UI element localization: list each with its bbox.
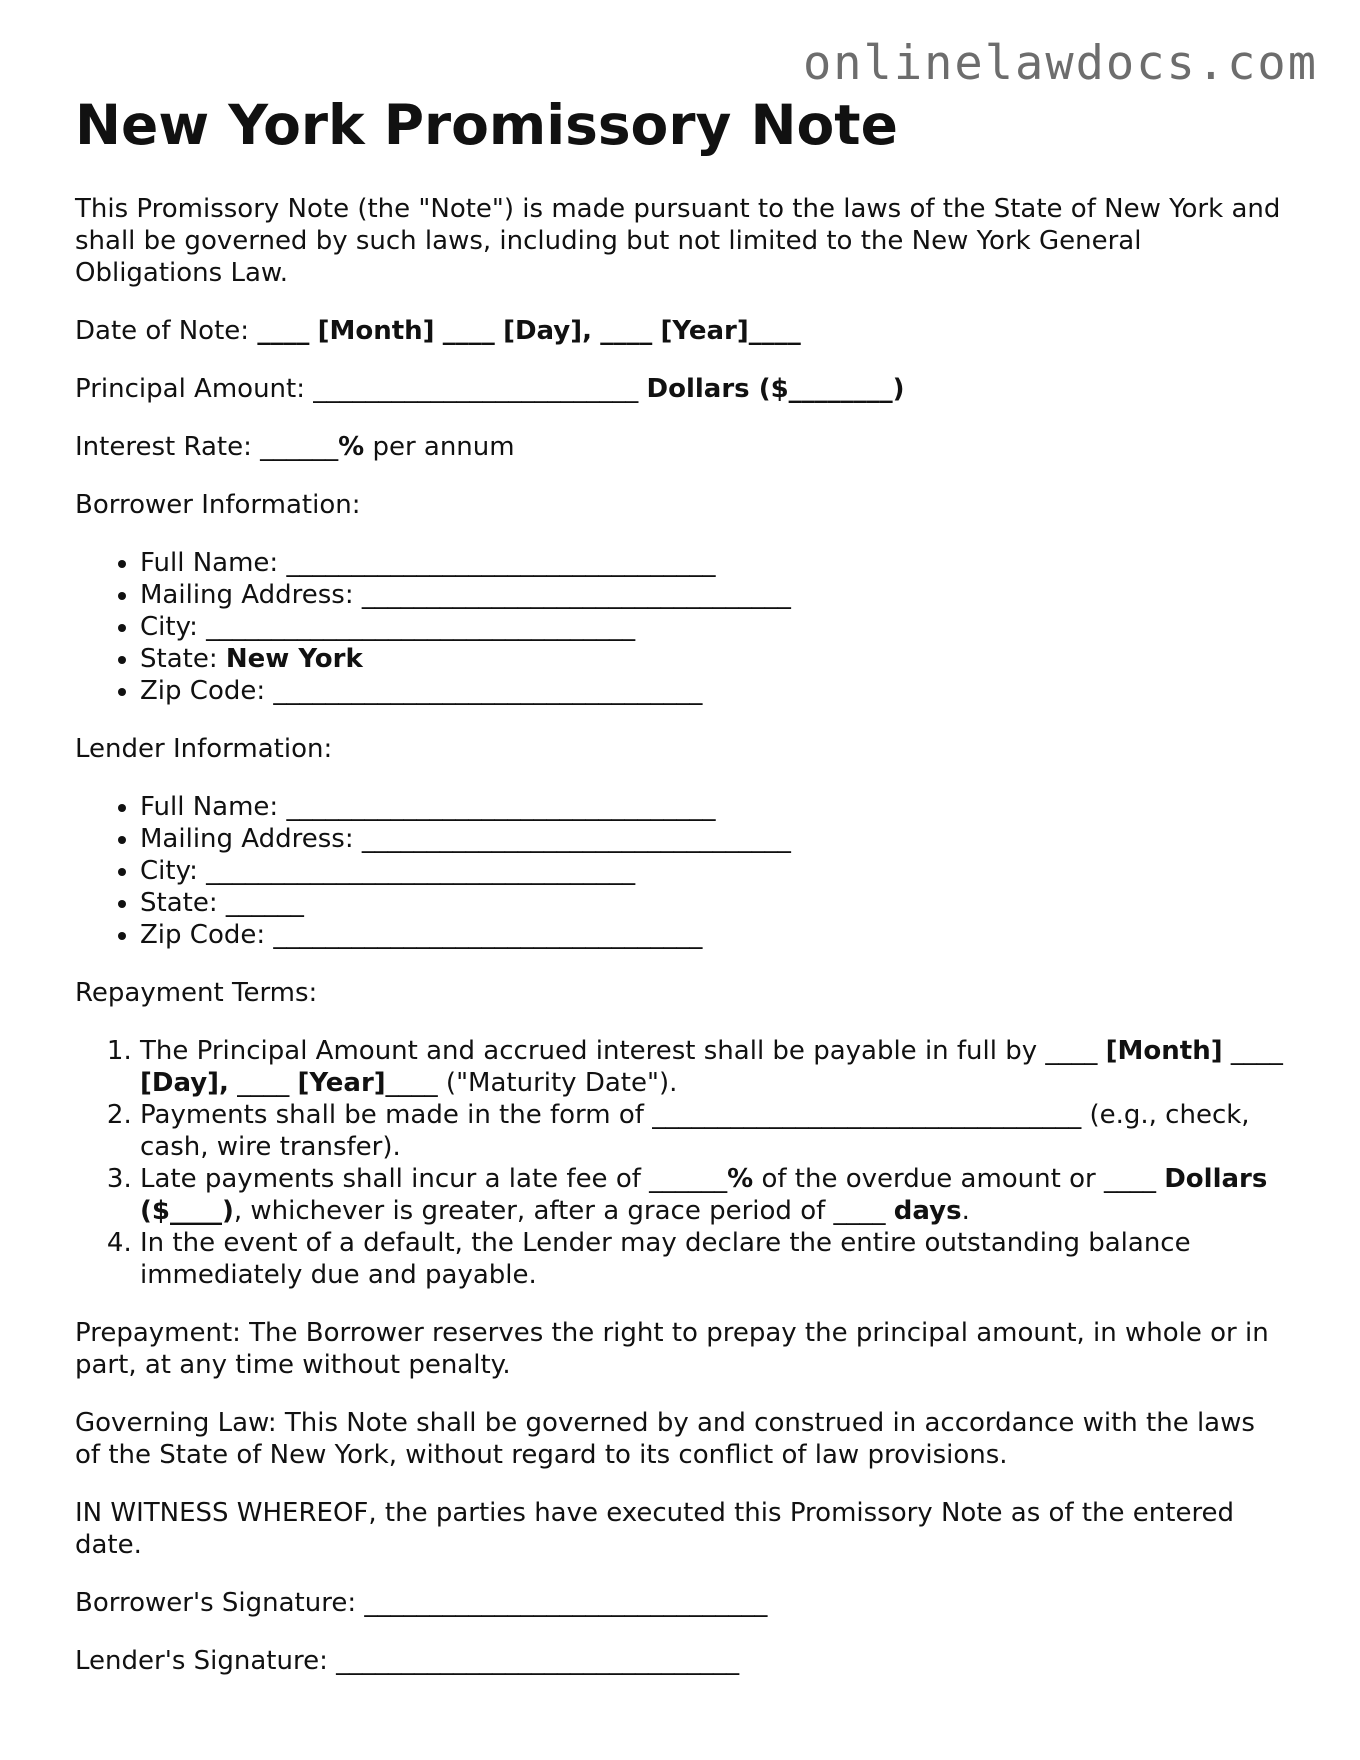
lender-full-name-field[interactable]: _________________________________	[286, 792, 716, 822]
lender-zip-field[interactable]: _________________________________	[273, 920, 703, 950]
interest-rate-line	[75, 431, 1285, 463]
term-blank[interactable]: ____	[237, 1068, 290, 1098]
date-year: [Year]____	[660, 316, 801, 346]
lender-heading: Lender Information:	[75, 734, 333, 764]
intro-paragraph: This Promissory Note (the "Note") is made pursuant to the laws of the State of New York and shall be governed by such laws, including but not limited to the New York General Obligations Law.	[75, 194, 1281, 288]
repayment-term-2: 2. Payments shall be made in the form of _________________________________ (e.g., check, cash, wire transfer).	[140, 1099, 1285, 1163]
term-percent: %	[727, 1164, 754, 1194]
borrower-list	[75, 547, 1285, 707]
term-text: , whichever is greater, after a grace period of ____	[233, 1196, 886, 1226]
list-item	[140, 643, 1285, 675]
field-label: Full Name:	[140, 548, 279, 578]
principal-amount-line	[75, 373, 1285, 405]
field-label: Zip Code:	[140, 676, 266, 706]
principal-label: Principal Amount:	[75, 374, 305, 404]
lender-signature-line	[75, 1645, 1285, 1677]
field-label: Zip Code:	[140, 920, 266, 950]
document-title: New York Promissory Note	[75, 93, 898, 157]
borrower-signature-field[interactable]: _______________________________	[364, 1588, 768, 1618]
date-of-note-line	[75, 315, 1285, 347]
term-blank[interactable]: ____	[1230, 1036, 1283, 1066]
lender-signature-label: Lender's Signature:	[75, 1646, 328, 1676]
term-year: [Year]	[297, 1068, 386, 1098]
field-label: City:	[140, 856, 198, 886]
field-label: Mailing Address:	[140, 580, 354, 610]
term-text: The Principal Amount and accrued interest shall be payable in full by ____	[140, 1036, 1098, 1066]
field-label: Full Name:	[140, 792, 279, 822]
repayment-term-1	[140, 1035, 1285, 1099]
lender-list	[75, 791, 1285, 951]
term-text: Late payments shall incur a late fee of ______	[140, 1164, 728, 1194]
witness-paragraph: IN WITNESS WHEREOF, the parties have executed this Promissory Note as of the entered date.	[75, 1498, 1235, 1560]
interest-percent: %	[338, 432, 365, 462]
list-item	[140, 855, 1285, 887]
list-item	[140, 887, 1285, 919]
repayment-terms-list	[75, 1035, 1285, 1291]
field-label: City:	[140, 612, 198, 642]
field-label: Mailing Address:	[140, 824, 354, 854]
term-days: days	[893, 1196, 962, 1226]
borrower-mailing-address-field[interactable]: _________________________________	[361, 580, 791, 610]
interest-label: Interest Rate:	[75, 432, 252, 462]
interest-suffix: per annum	[372, 432, 515, 462]
list-item	[140, 579, 1285, 611]
list-item	[140, 919, 1285, 951]
lender-mailing-address-field[interactable]: _________________________________	[361, 824, 791, 854]
field-label: State:	[140, 888, 218, 918]
lender-state-field[interactable]: ______	[225, 888, 304, 918]
borrower-city-field[interactable]: _________________________________	[206, 612, 636, 642]
list-item	[140, 791, 1285, 823]
date-day: [Day],	[503, 316, 592, 346]
borrower-signature-label: Borrower's Signature:	[75, 1588, 357, 1618]
borrower-zip-field[interactable]: _________________________________	[273, 676, 703, 706]
list-item	[140, 611, 1285, 643]
lender-signature-field[interactable]: _______________________________	[336, 1646, 740, 1676]
term-month: [Month]	[1105, 1036, 1223, 1066]
watermark: onlinelawdocs.com	[802, 36, 1318, 91]
term-day: [Day],	[140, 1068, 229, 1098]
date-month: [Month]	[317, 316, 435, 346]
date-blank-3[interactable]: ____	[600, 316, 653, 346]
term-text: .	[961, 1196, 970, 1226]
list-item	[140, 823, 1285, 855]
list-item	[140, 675, 1285, 707]
document-page	[75, 92, 1285, 1677]
interest-blank[interactable]: ______	[260, 432, 339, 462]
repayment-term-4: 4. In the event of a default, the Lender may declare the entire outstanding balance immediately due and payable.	[140, 1227, 1285, 1291]
date-blank-2[interactable]: ____	[442, 316, 495, 346]
borrower-signature-line	[75, 1587, 1285, 1619]
lender-city-field[interactable]: _________________________________	[206, 856, 636, 886]
borrower-state-value: New York	[225, 644, 363, 674]
date-blank-1[interactable]: ____	[257, 316, 310, 346]
term-text: ____ ("Maturity Date").	[385, 1068, 678, 1098]
prepayment-paragraph: Prepayment: The Borrower reserves the right to prepay the principal amount, in whole or in part, at any time without penalty.	[75, 1318, 1269, 1380]
governing-law-paragraph: Governing Law: This Note shall be governed by and construed in accordance with the laws of the State of New York, without regard to its conflict of law provisions.	[75, 1408, 1255, 1470]
borrower-full-name-field[interactable]: _________________________________	[286, 548, 716, 578]
list-item	[140, 547, 1285, 579]
field-label: State:	[140, 644, 218, 674]
repayment-term-3	[140, 1163, 1285, 1227]
date-of-note-label: Date of Note:	[75, 316, 250, 346]
repayment-heading: Repayment Terms:	[75, 978, 318, 1008]
borrower-heading: Borrower Information:	[75, 490, 361, 520]
principal-blank[interactable]: _________________________	[313, 374, 639, 404]
term-text: of the overdue amount or ____	[761, 1164, 1156, 1194]
principal-dollars: Dollars ($________)	[646, 374, 905, 404]
term-dollars: Dollars ($____)	[140, 1164, 1268, 1226]
